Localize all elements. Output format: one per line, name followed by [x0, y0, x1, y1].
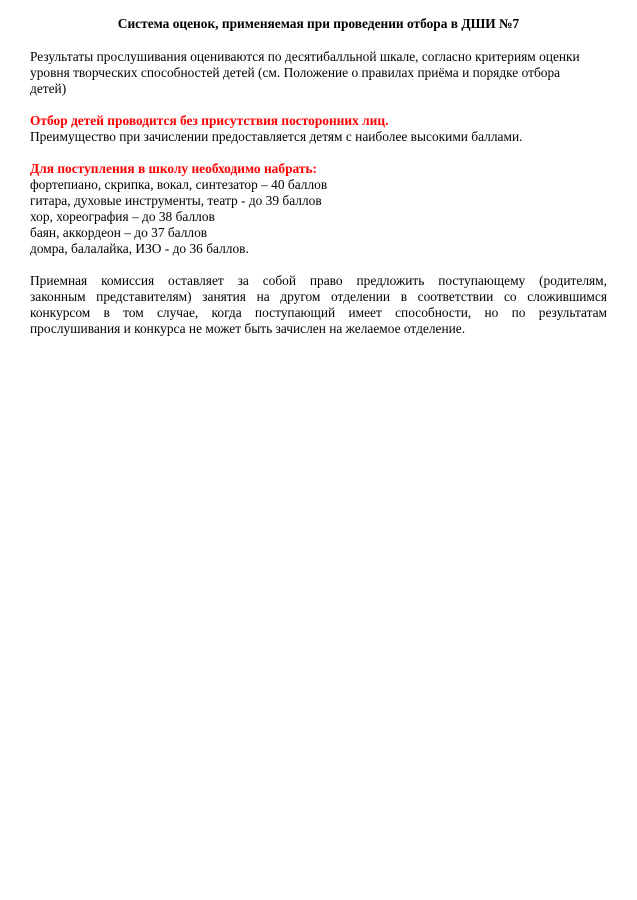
- selection-rules-paragraph: [30, 113, 607, 145]
- commission-paragraph: [30, 273, 607, 337]
- document-title: Система оценок, применяемая при проведении отбора в ДШИ №7: [117, 16, 520, 31]
- priority-text: Преимущество при зачислении предоставляется детям с наиболее высокими баллами.: [30, 129, 523, 144]
- commission-line: конкурсом в том случае, когда поступающий имеет способности, но по результатам: [30, 305, 607, 320]
- required-scores-section: [30, 161, 607, 257]
- score-line: домра, балалайка, ИЗО - до 36 баллов.: [30, 241, 249, 256]
- intro-line: детей): [30, 81, 67, 96]
- score-line: гитара, духовые инструменты, театр - до 39 баллов: [30, 193, 322, 208]
- intro-line: Результаты прослушивания оцениваются по десятибалльной шкале, согласно критериям оценки: [30, 49, 580, 64]
- score-line: хор, хореография – до 38 баллов: [30, 209, 215, 224]
- score-line: баян, аккордеон – до 37 баллов: [30, 225, 208, 240]
- scores-heading: Для поступления в школу необходимо набрать:: [30, 161, 317, 176]
- commission-line: законным представителям) занятия на другом отделении в соответствии со сложившимся: [30, 289, 607, 304]
- commission-line: Приемная комиссия оставляет за собой право предложить поступающему (родителям,: [30, 273, 607, 288]
- commission-line: прослушивания и конкурса не может быть зачислен на желаемое отделение.: [30, 321, 466, 336]
- score-line: фортепиано, скрипка, вокал, синтезатор – 40 баллов: [30, 177, 328, 192]
- no-guests-heading: Отбор детей проводится без присутствия посторонних лиц.: [30, 113, 389, 128]
- intro-paragraph: [30, 49, 607, 97]
- intro-line: уровня творческих способностей детей (см. Положение о правилах приёма и порядке отбора: [30, 65, 561, 80]
